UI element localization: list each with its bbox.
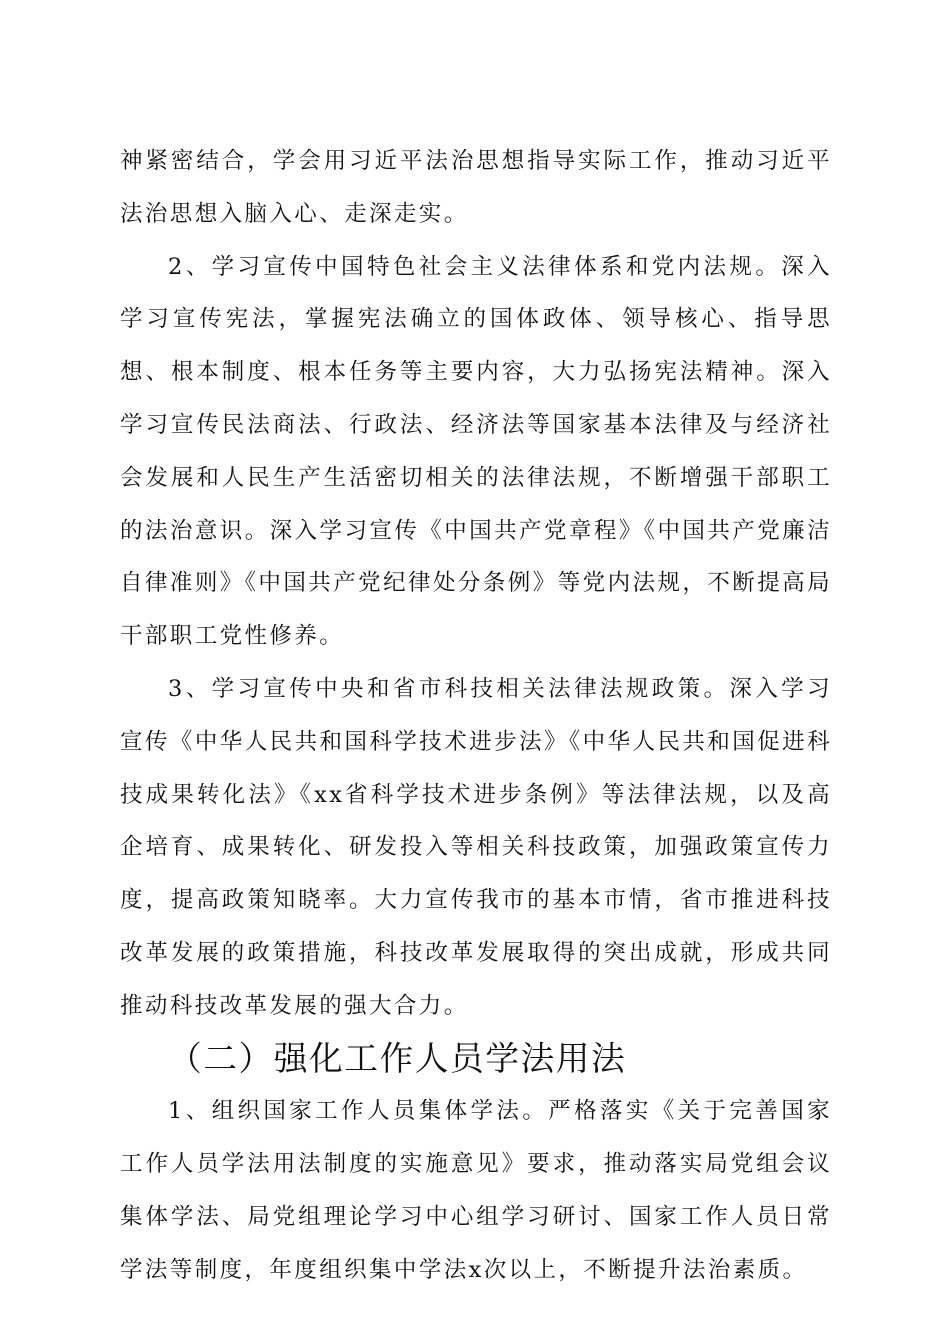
paragraph-item-2: 2、学习宣传中国特色社会主义法律体系和党内法规。深入学习宣传宪法，掌握宪法确立的国体政体、领导核心、指导思想、根本制度、根本任务等主要内容，大力弘扬宪法精神。深入学习宣传民法商法、行政法、经济法等国家基本法律及与经济社会发展和人民生产生活密切相关的法律法规，不断增强干部职工的法治意识。深入学习宣传《中国共产党章程》《中国共产党廉洁自律准则》《中国共产党纪律处分条例》等党内法规，不断提高局干部职工党性修养。: [120, 253, 832, 650]
paragraph-item-3: 3、学习宣传中央和省市科技相关法律法规政策。深入学习宣传《中华人民共和国科学技术进步法》《中华人民共和国促进科技成果转化法》《xx省科学技术进步条例》等法律法规，以及高企培育、成果转化、研发投入等相关科技政策，加强政策宣传力度，提高政策知晓率。大力宣传我市的基本市情，省市推进科技改革发展的政策措施，科技改革发展取得的突出成就，形成共同推动科技改革发展的强大合力。: [120, 675, 832, 1019]
paragraph-item-1: 1、组织国家工作人员集体学法。严格落实《关于完善国家工作人员学法用法制度的实施意见》要求，推动落实局党组会议集体学法、局党组理论学习中心组学习研讨、国家工作人员日常学法等制度，年度组织集中学法x次以上，不断提升法治素质。: [120, 1098, 832, 1283]
document-page: [120, 135, 832, 1297]
section-heading: （二）强化工作人员学法用法: [168, 1038, 627, 1078]
paragraph-continuation: 神紧密结合，学会用习近平法治思想指导实际工作，推动习近平法治思想入脑入心、走深走实。: [120, 148, 832, 227]
